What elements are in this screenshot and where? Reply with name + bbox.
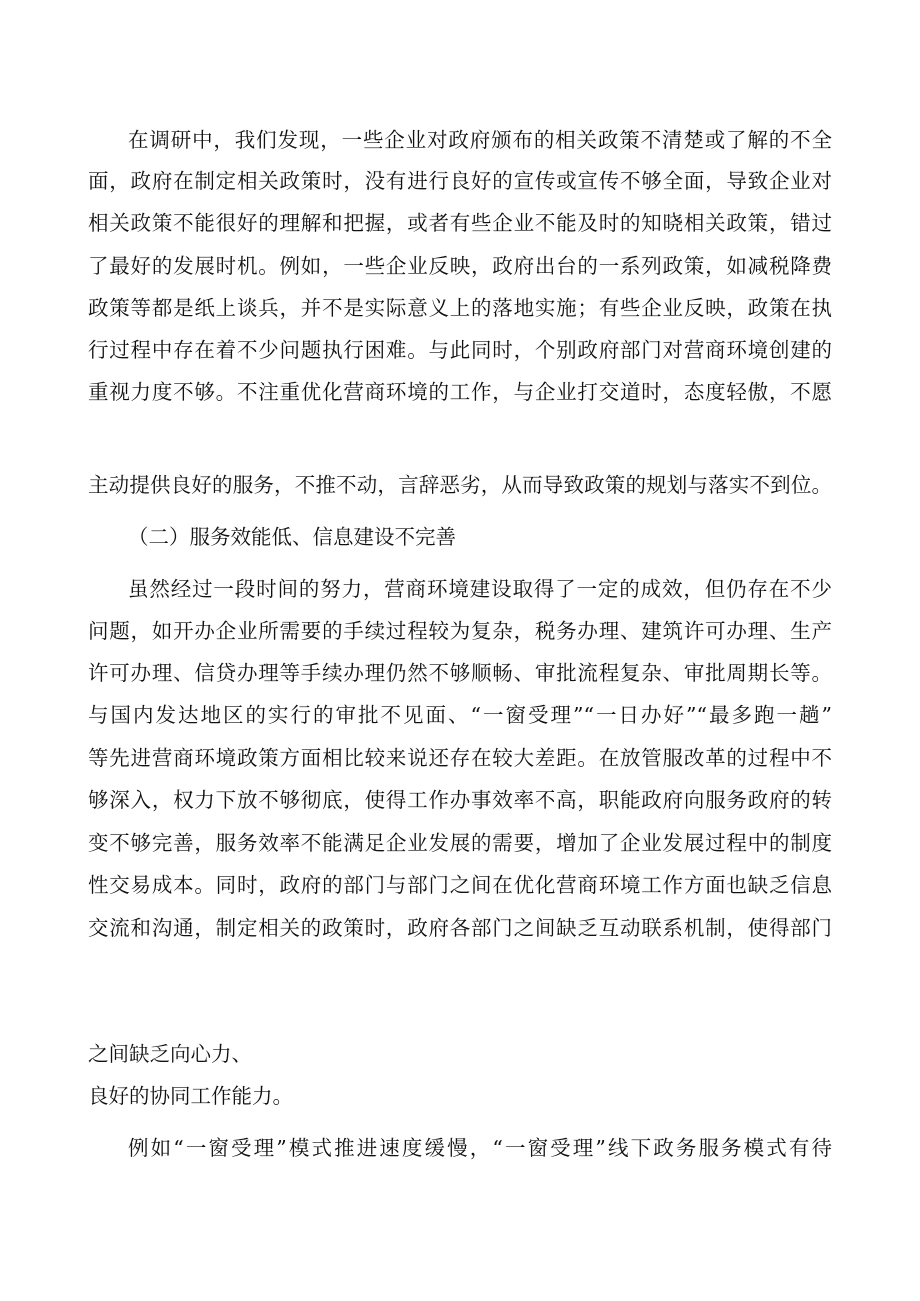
paragraph-line: 政策等都是纸上谈兵，并不是实际意义上的落地实施；有些企业反映，政策在执 — [88, 296, 832, 320]
paragraph-line: 交流和沟通，制定相关的政策时，政府各部门之间缺乏互动联系机制，使得部门 — [88, 916, 832, 940]
paragraph-line: 重视力度不够。不注重优化营商环境的工作，与企业打交道时，态度轻傲，不愿 — [88, 380, 832, 404]
paragraph-line: 面，政府在制定相关政策时，没有进行良好的宣传或宣传不够全面，导致企业对 — [88, 169, 832, 193]
paragraph-line: 行过程中存在着不少问题执行困难。与此同时，个别政府部门对营商环境创建的 — [88, 338, 832, 362]
paragraph-line: 性交易成本。同时，政府的部门与部门之间在优化营商环境工作方面也缺乏信息 — [88, 873, 832, 897]
paragraph-line: 在调研中，我们发现，一些企业对政府颁布的相关政策不清楚或了解的不全 — [128, 128, 832, 152]
paragraph-line: 相关政策不能很好的理解和把握，或者有些企业不能及时的知晓相关政策，错过 — [88, 211, 832, 235]
paragraph-line: 例如“一窗受理”模式推进速度缓慢，“一窗受理”线下政务服务模式有待 — [128, 1136, 832, 1160]
paragraph-line: 虽然经过一段时间的努力，营商环境建设取得了一定的成效，但仍存在不少 — [128, 577, 832, 601]
paragraph-line: 变不够完善，服务效率不能满足企业发展的需要，增加了企业发展过程中的制度 — [88, 831, 832, 855]
paragraph-line: 了最好的发展时机。例如，一些企业反映，政府出台的一系列政策，如减税降费 — [88, 254, 832, 278]
paragraph-line: 许可办理、信贷办理等手续办理仍然不够顺畅、审批流程复杂、审批周期长等。 — [88, 661, 832, 685]
paragraph-line: 主动提供良好的服务，不推不动，言辞恶劣，从而导致政策的规划与落实不到位。 — [88, 473, 832, 497]
paragraph-line: 等先进营商环境政策方面相比较来说还存在较大差距。在放管服改革的过程中不 — [88, 746, 832, 770]
paragraph-line: 够深入，权力下放不够彻底，使得工作办事效率不高，职能政府向服务政府的转 — [88, 788, 832, 812]
paragraph-line: 问题，如开办企业所需要的手续过程较为复杂，税务办理、建筑许可办理、生产 — [88, 619, 832, 643]
paragraph-line: 之间缺乏向心力、 — [88, 1042, 252, 1066]
paragraph-line: 良好的协同工作能力。 — [88, 1084, 293, 1108]
section-heading: （二）服务效能低、信息建设不完善 — [128, 525, 456, 549]
paragraph-line: 与国内发达地区的实行的审批不见面、“一窗受理”“一日办好”“最多跑一趟” — [88, 703, 832, 727]
